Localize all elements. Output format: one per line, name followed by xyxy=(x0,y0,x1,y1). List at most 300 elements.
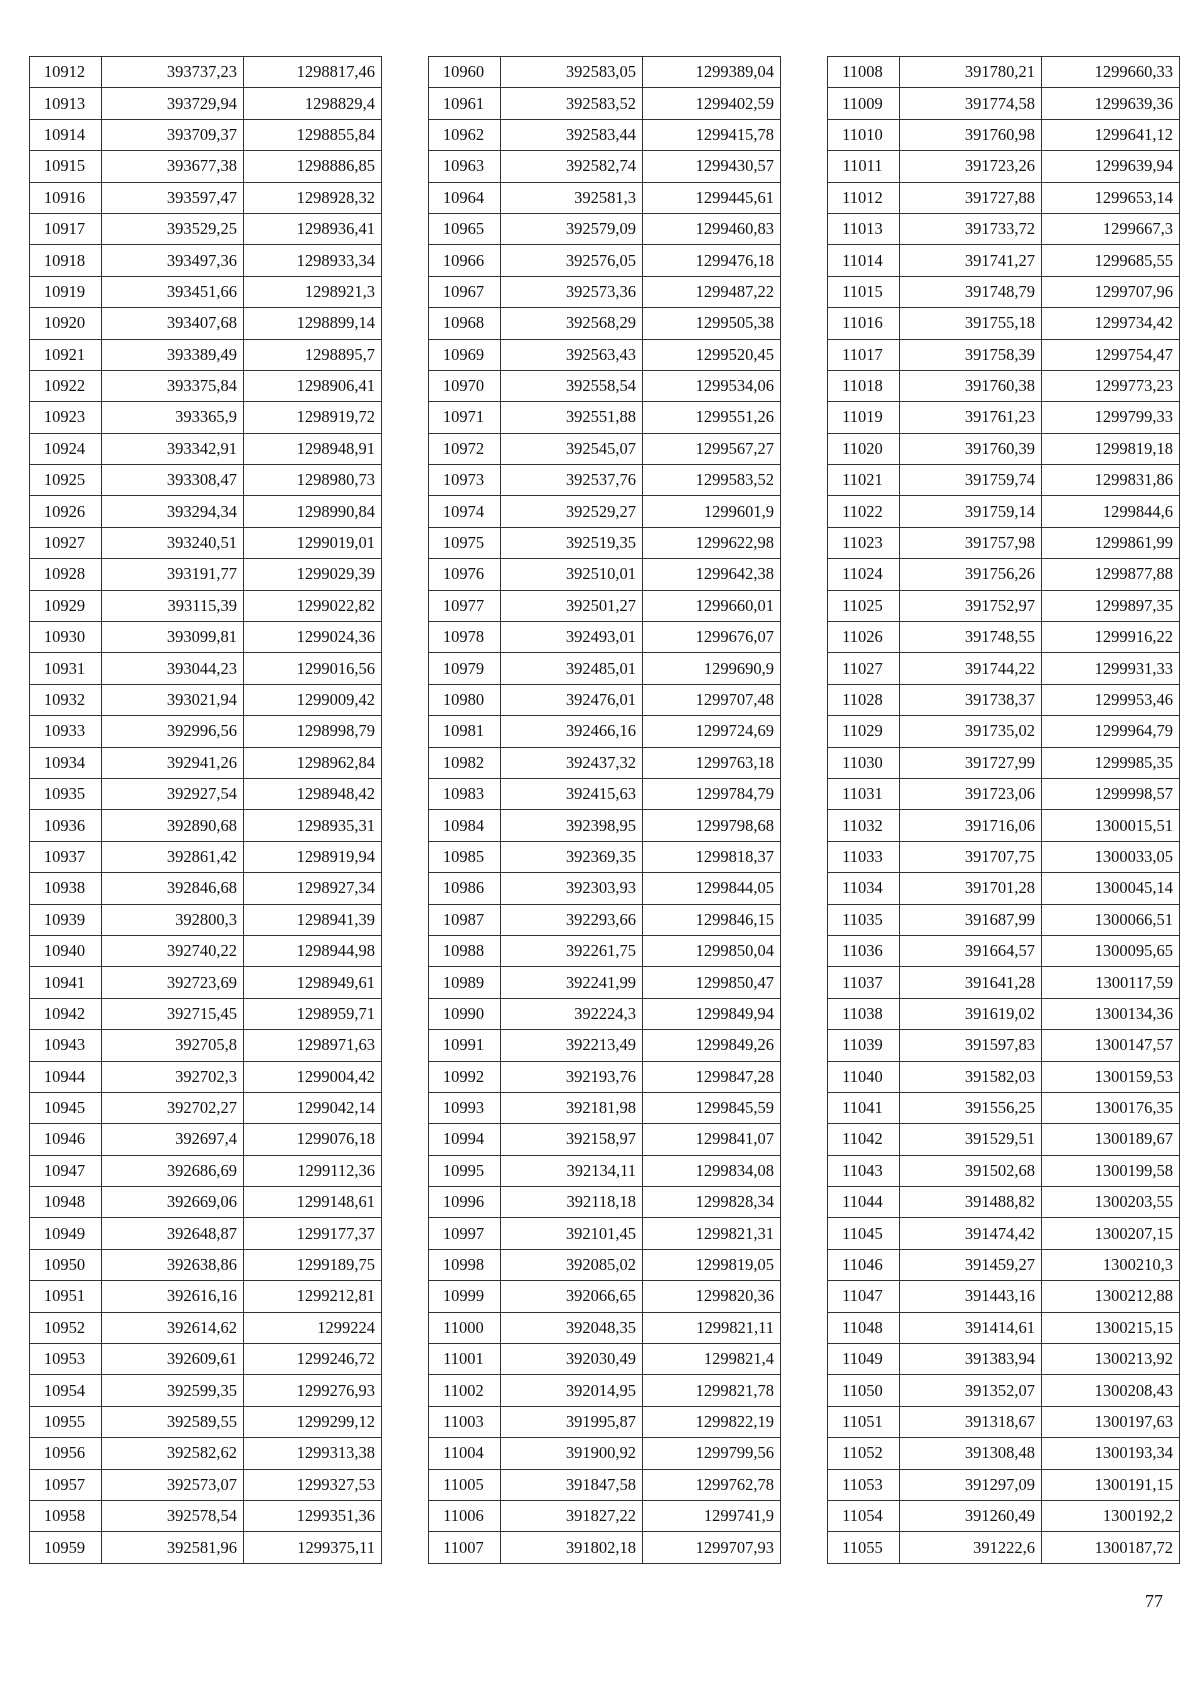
y-coordinate-cell: 1299831,86 xyxy=(1042,465,1180,496)
x-coordinate-cell: 392545,07 xyxy=(501,433,643,464)
table-row xyxy=(828,496,1180,527)
table-row xyxy=(429,119,781,150)
x-coordinate-cell: 391318,67 xyxy=(900,1406,1042,1437)
y-coordinate-cell: 1298928,32 xyxy=(244,182,382,213)
x-coordinate-cell: 392723,69 xyxy=(102,967,244,998)
point-number-cell: 10955 xyxy=(30,1406,102,1437)
table-row xyxy=(429,370,781,401)
table-row xyxy=(30,716,382,747)
y-coordinate-cell: 1299642,38 xyxy=(643,559,781,590)
point-number-cell: 10969 xyxy=(429,339,501,370)
y-coordinate-cell: 1299375,11 xyxy=(244,1532,382,1563)
x-coordinate-cell: 391827,22 xyxy=(501,1500,643,1531)
x-coordinate-cell: 392485,01 xyxy=(501,653,643,684)
point-number-cell: 10981 xyxy=(429,716,501,747)
y-coordinate-cell: 1299964,79 xyxy=(1042,716,1180,747)
point-number-cell: 11016 xyxy=(828,308,900,339)
point-number-cell: 11018 xyxy=(828,370,900,401)
x-coordinate-cell: 392579,09 xyxy=(501,213,643,244)
point-number-cell: 10919 xyxy=(30,276,102,307)
x-coordinate-cell: 392740,22 xyxy=(102,935,244,966)
table-row xyxy=(828,559,1180,590)
y-coordinate-cell: 1299931,33 xyxy=(1042,653,1180,684)
point-number-cell: 11040 xyxy=(828,1061,900,1092)
table-row xyxy=(429,716,781,747)
table-row xyxy=(30,590,382,621)
y-coordinate-cell: 1299850,04 xyxy=(643,935,781,966)
point-number-cell: 11049 xyxy=(828,1344,900,1375)
table-row xyxy=(429,1218,781,1249)
x-coordinate-cell: 392563,43 xyxy=(501,339,643,370)
y-coordinate-cell: 1299460,83 xyxy=(643,213,781,244)
x-coordinate-cell: 392568,29 xyxy=(501,308,643,339)
point-number-cell: 10937 xyxy=(30,841,102,872)
x-coordinate-cell: 393497,36 xyxy=(102,245,244,276)
x-coordinate-cell: 391733,72 xyxy=(900,213,1042,244)
table-row xyxy=(828,1375,1180,1406)
x-coordinate-cell: 391664,57 xyxy=(900,935,1042,966)
point-number-cell: 10934 xyxy=(30,747,102,778)
table-row xyxy=(429,778,781,809)
y-coordinate-cell: 1299534,06 xyxy=(643,370,781,401)
y-coordinate-cell: 1300189,67 xyxy=(1042,1124,1180,1155)
table-row xyxy=(429,967,781,998)
table-row xyxy=(30,684,382,715)
x-coordinate-cell: 391735,02 xyxy=(900,716,1042,747)
point-number-cell: 10962 xyxy=(429,119,501,150)
x-coordinate-cell: 393375,84 xyxy=(102,370,244,401)
x-coordinate-cell: 391414,61 xyxy=(900,1312,1042,1343)
x-coordinate-cell: 393044,23 xyxy=(102,653,244,684)
point-number-cell: 10976 xyxy=(429,559,501,590)
table-row xyxy=(30,622,382,653)
y-coordinate-cell: 1299799,33 xyxy=(1042,402,1180,433)
x-coordinate-cell: 391707,75 xyxy=(900,841,1042,872)
x-coordinate-cell: 391738,37 xyxy=(900,684,1042,715)
y-coordinate-cell: 1298980,73 xyxy=(244,465,382,496)
y-coordinate-cell: 1299953,46 xyxy=(1042,684,1180,715)
y-coordinate-cell: 1299313,38 xyxy=(244,1438,382,1469)
x-coordinate-cell: 392213,49 xyxy=(501,1030,643,1061)
y-coordinate-cell: 1299112,36 xyxy=(244,1155,382,1186)
x-coordinate-cell: 392501,27 xyxy=(501,590,643,621)
y-coordinate-cell: 1299763,18 xyxy=(643,747,781,778)
y-coordinate-cell: 1299841,07 xyxy=(643,1124,781,1155)
table-row xyxy=(429,151,781,182)
x-coordinate-cell: 393115,39 xyxy=(102,590,244,621)
point-number-cell: 11052 xyxy=(828,1438,900,1469)
table-row xyxy=(429,935,781,966)
table-row xyxy=(828,339,1180,370)
y-coordinate-cell: 1299821,31 xyxy=(643,1218,781,1249)
point-number-cell: 11047 xyxy=(828,1281,900,1312)
y-coordinate-cell: 1299754,47 xyxy=(1042,339,1180,370)
point-number-cell: 10974 xyxy=(429,496,501,527)
y-coordinate-cell: 1299821,4 xyxy=(643,1344,781,1375)
point-number-cell: 10951 xyxy=(30,1281,102,1312)
table-row xyxy=(30,496,382,527)
y-coordinate-cell: 1299799,56 xyxy=(643,1438,781,1469)
point-number-cell: 10914 xyxy=(30,119,102,150)
y-coordinate-cell: 1298906,41 xyxy=(244,370,382,401)
x-coordinate-cell: 392529,27 xyxy=(501,496,643,527)
table-row xyxy=(30,213,382,244)
x-coordinate-cell: 392158,97 xyxy=(501,1124,643,1155)
x-coordinate-cell: 393021,94 xyxy=(102,684,244,715)
x-coordinate-cell: 392581,96 xyxy=(102,1532,244,1563)
x-coordinate-cell: 391619,02 xyxy=(900,998,1042,1029)
table-row xyxy=(429,810,781,841)
point-number-cell: 10952 xyxy=(30,1312,102,1343)
point-number-cell: 10927 xyxy=(30,527,102,558)
x-coordinate-cell: 392583,44 xyxy=(501,119,643,150)
y-coordinate-cell: 1299299,12 xyxy=(244,1406,382,1437)
table-row xyxy=(30,308,382,339)
table-row xyxy=(429,1124,781,1155)
y-coordinate-cell: 1300203,55 xyxy=(1042,1187,1180,1218)
table-row xyxy=(429,1281,781,1312)
table-row xyxy=(429,684,781,715)
table-row xyxy=(828,684,1180,715)
x-coordinate-cell: 393240,51 xyxy=(102,527,244,558)
table-row xyxy=(30,182,382,213)
y-coordinate-cell: 1299601,9 xyxy=(643,496,781,527)
y-coordinate-cell: 1299022,82 xyxy=(244,590,382,621)
table-row xyxy=(828,465,1180,496)
point-number-cell: 10912 xyxy=(30,57,102,88)
point-number-cell: 10984 xyxy=(429,810,501,841)
table-row xyxy=(30,559,382,590)
table-row xyxy=(429,88,781,119)
point-number-cell: 10954 xyxy=(30,1375,102,1406)
y-coordinate-cell: 1300134,36 xyxy=(1042,998,1180,1029)
y-coordinate-cell: 1299476,18 xyxy=(643,245,781,276)
point-number-cell: 11026 xyxy=(828,622,900,653)
x-coordinate-cell: 392085,02 xyxy=(501,1249,643,1280)
y-coordinate-cell: 1299844,05 xyxy=(643,873,781,904)
table-row xyxy=(429,1092,781,1123)
table-row xyxy=(30,1312,382,1343)
table-row xyxy=(429,904,781,935)
x-coordinate-cell: 392614,62 xyxy=(102,1312,244,1343)
x-coordinate-cell: 391383,94 xyxy=(900,1344,1042,1375)
table-row xyxy=(30,370,382,401)
y-coordinate-cell: 1299845,59 xyxy=(643,1092,781,1123)
table-row xyxy=(30,1124,382,1155)
y-coordinate-cell: 1300212,88 xyxy=(1042,1281,1180,1312)
x-coordinate-cell: 391488,82 xyxy=(900,1187,1042,1218)
x-coordinate-cell: 391748,55 xyxy=(900,622,1042,653)
point-number-cell: 10935 xyxy=(30,778,102,809)
y-coordinate-cell: 1298948,42 xyxy=(244,778,382,809)
table-row xyxy=(30,904,382,935)
table-row xyxy=(30,1500,382,1531)
x-coordinate-cell: 391474,42 xyxy=(900,1218,1042,1249)
y-coordinate-cell: 1299850,47 xyxy=(643,967,781,998)
y-coordinate-cell: 1299707,93 xyxy=(643,1532,781,1563)
y-coordinate-cell: 1300192,2 xyxy=(1042,1500,1180,1531)
x-coordinate-cell: 392581,3 xyxy=(501,182,643,213)
point-number-cell: 10918 xyxy=(30,245,102,276)
y-coordinate-cell: 1298948,91 xyxy=(244,433,382,464)
point-number-cell: 10922 xyxy=(30,370,102,401)
point-number-cell: 10987 xyxy=(429,904,501,935)
point-number-cell: 11010 xyxy=(828,119,900,150)
y-coordinate-cell: 1299042,14 xyxy=(244,1092,382,1123)
table-row xyxy=(30,1375,382,1406)
point-number-cell: 10995 xyxy=(429,1155,501,1186)
y-coordinate-cell: 1299415,78 xyxy=(643,119,781,150)
y-coordinate-cell: 1299567,27 xyxy=(643,433,781,464)
x-coordinate-cell: 391582,03 xyxy=(900,1061,1042,1092)
point-number-cell: 10997 xyxy=(429,1218,501,1249)
y-coordinate-cell: 1298919,94 xyxy=(244,841,382,872)
table-row xyxy=(30,1281,382,1312)
y-coordinate-cell: 1299741,9 xyxy=(643,1500,781,1531)
point-number-cell: 10926 xyxy=(30,496,102,527)
y-coordinate-cell: 1299639,94 xyxy=(1042,151,1180,182)
table-row xyxy=(429,433,781,464)
y-coordinate-cell: 1299177,37 xyxy=(244,1218,382,1249)
y-coordinate-cell: 1299897,35 xyxy=(1042,590,1180,621)
y-coordinate-cell: 1299487,22 xyxy=(643,276,781,307)
point-number-cell: 10972 xyxy=(429,433,501,464)
x-coordinate-cell: 391502,68 xyxy=(900,1155,1042,1186)
x-coordinate-cell: 392861,42 xyxy=(102,841,244,872)
table-row xyxy=(828,967,1180,998)
table-row xyxy=(30,1092,382,1123)
point-number-cell: 11037 xyxy=(828,967,900,998)
y-coordinate-cell: 1299798,68 xyxy=(643,810,781,841)
y-coordinate-cell: 1299660,01 xyxy=(643,590,781,621)
point-number-cell: 11042 xyxy=(828,1124,900,1155)
y-coordinate-cell: 1299189,75 xyxy=(244,1249,382,1280)
point-number-cell: 10939 xyxy=(30,904,102,935)
x-coordinate-cell: 391758,39 xyxy=(900,339,1042,370)
y-coordinate-cell: 1299583,52 xyxy=(643,465,781,496)
x-coordinate-cell: 392702,3 xyxy=(102,1061,244,1092)
y-coordinate-cell: 1299773,23 xyxy=(1042,370,1180,401)
y-coordinate-cell: 1300210,3 xyxy=(1042,1249,1180,1280)
point-number-cell: 10928 xyxy=(30,559,102,590)
point-number-cell: 11045 xyxy=(828,1218,900,1249)
y-coordinate-cell: 1299762,78 xyxy=(643,1469,781,1500)
table-row xyxy=(429,1406,781,1437)
x-coordinate-cell: 392648,87 xyxy=(102,1218,244,1249)
y-coordinate-cell: 1299690,9 xyxy=(643,653,781,684)
x-coordinate-cell: 393389,49 xyxy=(102,339,244,370)
table-row xyxy=(429,841,781,872)
x-coordinate-cell: 392589,55 xyxy=(102,1406,244,1437)
y-coordinate-cell: 1299327,53 xyxy=(244,1469,382,1500)
point-number-cell: 10993 xyxy=(429,1092,501,1123)
table-row xyxy=(30,935,382,966)
table-row xyxy=(828,1281,1180,1312)
y-coordinate-cell: 1299685,55 xyxy=(1042,245,1180,276)
x-coordinate-cell: 391802,18 xyxy=(501,1532,643,1563)
y-coordinate-cell: 1300033,05 xyxy=(1042,841,1180,872)
table-row xyxy=(828,1469,1180,1500)
point-number-cell: 11015 xyxy=(828,276,900,307)
table-row xyxy=(828,904,1180,935)
y-coordinate-cell: 1298962,84 xyxy=(244,747,382,778)
y-coordinate-cell: 1299849,26 xyxy=(643,1030,781,1061)
x-coordinate-cell: 392224,3 xyxy=(501,998,643,1029)
table-row xyxy=(828,653,1180,684)
x-coordinate-cell: 391297,09 xyxy=(900,1469,1042,1500)
point-number-cell: 10921 xyxy=(30,339,102,370)
x-coordinate-cell: 392030,49 xyxy=(501,1344,643,1375)
table-row xyxy=(429,1500,781,1531)
x-coordinate-cell: 391687,99 xyxy=(900,904,1042,935)
x-coordinate-cell: 392519,35 xyxy=(501,527,643,558)
y-coordinate-cell: 1300066,51 xyxy=(1042,904,1180,935)
point-number-cell: 11009 xyxy=(828,88,900,119)
table-row xyxy=(828,1187,1180,1218)
x-coordinate-cell: 391716,06 xyxy=(900,810,1042,841)
point-number-cell: 10967 xyxy=(429,276,501,307)
table-row xyxy=(30,1249,382,1280)
y-coordinate-cell: 1299389,04 xyxy=(643,57,781,88)
y-coordinate-cell: 1298941,39 xyxy=(244,904,382,935)
x-coordinate-cell: 393342,91 xyxy=(102,433,244,464)
x-coordinate-cell: 392927,54 xyxy=(102,778,244,809)
point-number-cell: 10986 xyxy=(429,873,501,904)
point-number-cell: 10961 xyxy=(429,88,501,119)
x-coordinate-cell: 392303,93 xyxy=(501,873,643,904)
x-coordinate-cell: 392261,75 xyxy=(501,935,643,966)
y-coordinate-cell: 1299016,56 xyxy=(244,653,382,684)
x-coordinate-cell: 392669,06 xyxy=(102,1187,244,1218)
x-coordinate-cell: 392638,86 xyxy=(102,1249,244,1280)
point-number-cell: 10998 xyxy=(429,1249,501,1280)
point-number-cell: 11051 xyxy=(828,1406,900,1437)
point-number-cell: 11000 xyxy=(429,1312,501,1343)
x-coordinate-cell: 391774,58 xyxy=(900,88,1042,119)
x-coordinate-cell: 392715,45 xyxy=(102,998,244,1029)
point-number-cell: 10957 xyxy=(30,1469,102,1500)
point-number-cell: 11006 xyxy=(429,1500,501,1531)
x-coordinate-cell: 391459,27 xyxy=(900,1249,1042,1280)
page-number: 77 xyxy=(1145,1591,1163,1611)
y-coordinate-cell: 1299819,05 xyxy=(643,1249,781,1280)
point-number-cell: 10964 xyxy=(429,182,501,213)
point-number-cell: 11055 xyxy=(828,1532,900,1563)
table-row xyxy=(828,213,1180,244)
point-number-cell: 10938 xyxy=(30,873,102,904)
y-coordinate-cell: 1299148,61 xyxy=(244,1187,382,1218)
x-coordinate-cell: 392582,74 xyxy=(501,151,643,182)
x-coordinate-cell: 392369,35 xyxy=(501,841,643,872)
y-coordinate-cell: 1298990,84 xyxy=(244,496,382,527)
table-row xyxy=(429,653,781,684)
table-row xyxy=(30,1406,382,1437)
point-number-cell: 10931 xyxy=(30,653,102,684)
y-coordinate-cell: 1299660,33 xyxy=(1042,57,1180,88)
y-coordinate-cell: 1299009,42 xyxy=(244,684,382,715)
table-row xyxy=(30,998,382,1029)
x-coordinate-cell: 391727,88 xyxy=(900,182,1042,213)
x-coordinate-cell: 392800,3 xyxy=(102,904,244,935)
x-coordinate-cell: 393191,77 xyxy=(102,559,244,590)
x-coordinate-cell: 391760,38 xyxy=(900,370,1042,401)
x-coordinate-cell: 391727,99 xyxy=(900,747,1042,778)
y-coordinate-cell: 1299430,57 xyxy=(643,151,781,182)
table-row xyxy=(828,527,1180,558)
y-coordinate-cell: 1298829,4 xyxy=(244,88,382,119)
x-coordinate-cell: 392609,61 xyxy=(102,1344,244,1375)
x-coordinate-cell: 392476,01 xyxy=(501,684,643,715)
table-row xyxy=(828,1532,1180,1563)
y-coordinate-cell: 1299029,39 xyxy=(244,559,382,590)
point-number-cell: 10965 xyxy=(429,213,501,244)
table-row xyxy=(30,339,382,370)
point-number-cell: 11013 xyxy=(828,213,900,244)
x-coordinate-cell: 392437,32 xyxy=(501,747,643,778)
table-row xyxy=(30,1030,382,1061)
point-number-cell: 11002 xyxy=(429,1375,501,1406)
y-coordinate-cell: 1299004,42 xyxy=(244,1061,382,1092)
x-coordinate-cell: 391443,16 xyxy=(900,1281,1042,1312)
table-row xyxy=(828,1438,1180,1469)
y-coordinate-cell: 1299734,42 xyxy=(1042,308,1180,339)
y-coordinate-cell: 1299520,45 xyxy=(643,339,781,370)
x-coordinate-cell: 391752,97 xyxy=(900,590,1042,621)
point-number-cell: 11028 xyxy=(828,684,900,715)
x-coordinate-cell: 392558,54 xyxy=(501,370,643,401)
x-coordinate-cell: 391995,87 xyxy=(501,1406,643,1437)
point-number-cell: 10991 xyxy=(429,1030,501,1061)
x-coordinate-cell: 392583,52 xyxy=(501,88,643,119)
y-coordinate-cell: 1300187,72 xyxy=(1042,1532,1180,1563)
y-coordinate-cell: 1298935,31 xyxy=(244,810,382,841)
point-number-cell: 11017 xyxy=(828,339,900,370)
x-coordinate-cell: 391756,26 xyxy=(900,559,1042,590)
point-number-cell: 11031 xyxy=(828,778,900,809)
table-row xyxy=(828,873,1180,904)
x-coordinate-cell: 393308,47 xyxy=(102,465,244,496)
x-coordinate-cell: 393709,37 xyxy=(102,119,244,150)
x-coordinate-cell: 392599,35 xyxy=(102,1375,244,1406)
point-number-cell: 10929 xyxy=(30,590,102,621)
x-coordinate-cell: 392941,26 xyxy=(102,747,244,778)
table-row xyxy=(429,57,781,88)
table-row xyxy=(30,1532,382,1563)
table-row xyxy=(828,1030,1180,1061)
y-coordinate-cell: 1299667,3 xyxy=(1042,213,1180,244)
table-row xyxy=(828,119,1180,150)
x-coordinate-cell: 392616,16 xyxy=(102,1281,244,1312)
x-coordinate-cell: 391760,98 xyxy=(900,119,1042,150)
y-coordinate-cell: 1298886,85 xyxy=(244,151,382,182)
x-coordinate-cell: 391900,92 xyxy=(501,1438,643,1469)
point-number-cell: 10920 xyxy=(30,308,102,339)
coordinate-table-1 xyxy=(29,56,382,1564)
table-row xyxy=(828,1406,1180,1437)
point-number-cell: 10950 xyxy=(30,1249,102,1280)
table-row xyxy=(429,496,781,527)
y-coordinate-cell: 1299212,81 xyxy=(244,1281,382,1312)
point-number-cell: 11007 xyxy=(429,1532,501,1563)
y-coordinate-cell: 1298899,14 xyxy=(244,308,382,339)
x-coordinate-cell: 391641,28 xyxy=(900,967,1042,998)
y-coordinate-cell: 1300015,51 xyxy=(1042,810,1180,841)
y-coordinate-cell: 1299847,28 xyxy=(643,1061,781,1092)
x-coordinate-cell: 393294,34 xyxy=(102,496,244,527)
point-number-cell: 10917 xyxy=(30,213,102,244)
x-coordinate-cell: 392890,68 xyxy=(102,810,244,841)
table-row xyxy=(828,622,1180,653)
